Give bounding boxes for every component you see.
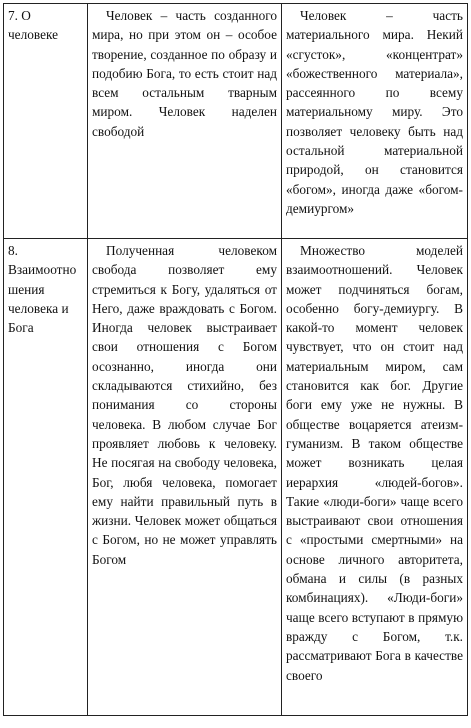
christian-view-cell: Полученная человеком свобода позволяет ему стремиться к Богу, удаляться от Него, даже враждовать с Богом. Иногда человек выстраивает свои отношения с Богом осознанно, иногда они складываются стихийно, без понимания со стороны человека. В любом случае Бог проявляет любовь к человеку. Не посягая на свободу человека, Бог, любя человека, помогает ему найти правильный путь в жизни. Человек может общаться с Богом, но не может управлять Богом <box>88 239 282 716</box>
materialist-view-cell: Человек – часть материального мира. Некий «сгусток», «концентрат» «божественного материала», рассеянного по всему материальному миру. Это позволяет человеку быть над остальной материальной природой, он становится «богом», иногда даже «богом-демиургом» <box>282 4 468 239</box>
materialist-view-cell: Множество моделей взаимоотношений. Человек может подчиняться богам, особенно богу-демиургу. В какой-то момент человек чувствует, что он стоит над материальным миром, сам становится как бог. Другие боги ему уже не нужны. В обществе воцаряется атеизм-гуманизм. В таком обществе может возникать целая иерархия «людей-богов». Такие «люди-боги» чаще всего выстраивают свои отношения с «простыми смертными» на основе личного авторитета, обмана и силы (в разных комбинациях). «Люди-боги» чаще всего вступают в прямую вражду с Богом, т.к. рассматривают Бога в качестве своего <box>282 239 468 716</box>
row-number-cell: 8. Взаимоотношения человека и Бога <box>4 239 88 716</box>
comparison-table <box>3 3 468 716</box>
table-row <box>4 239 468 716</box>
row-number-cell: 7. О человеке <box>4 4 88 239</box>
christian-view-cell: Человек – часть созданного мира, но при этом он – особое творение, созданное по образу и подобию Бога, то есть стоит над всем остальным тварным миром. Человек наделен свободой <box>88 4 282 239</box>
table-row <box>4 4 468 239</box>
